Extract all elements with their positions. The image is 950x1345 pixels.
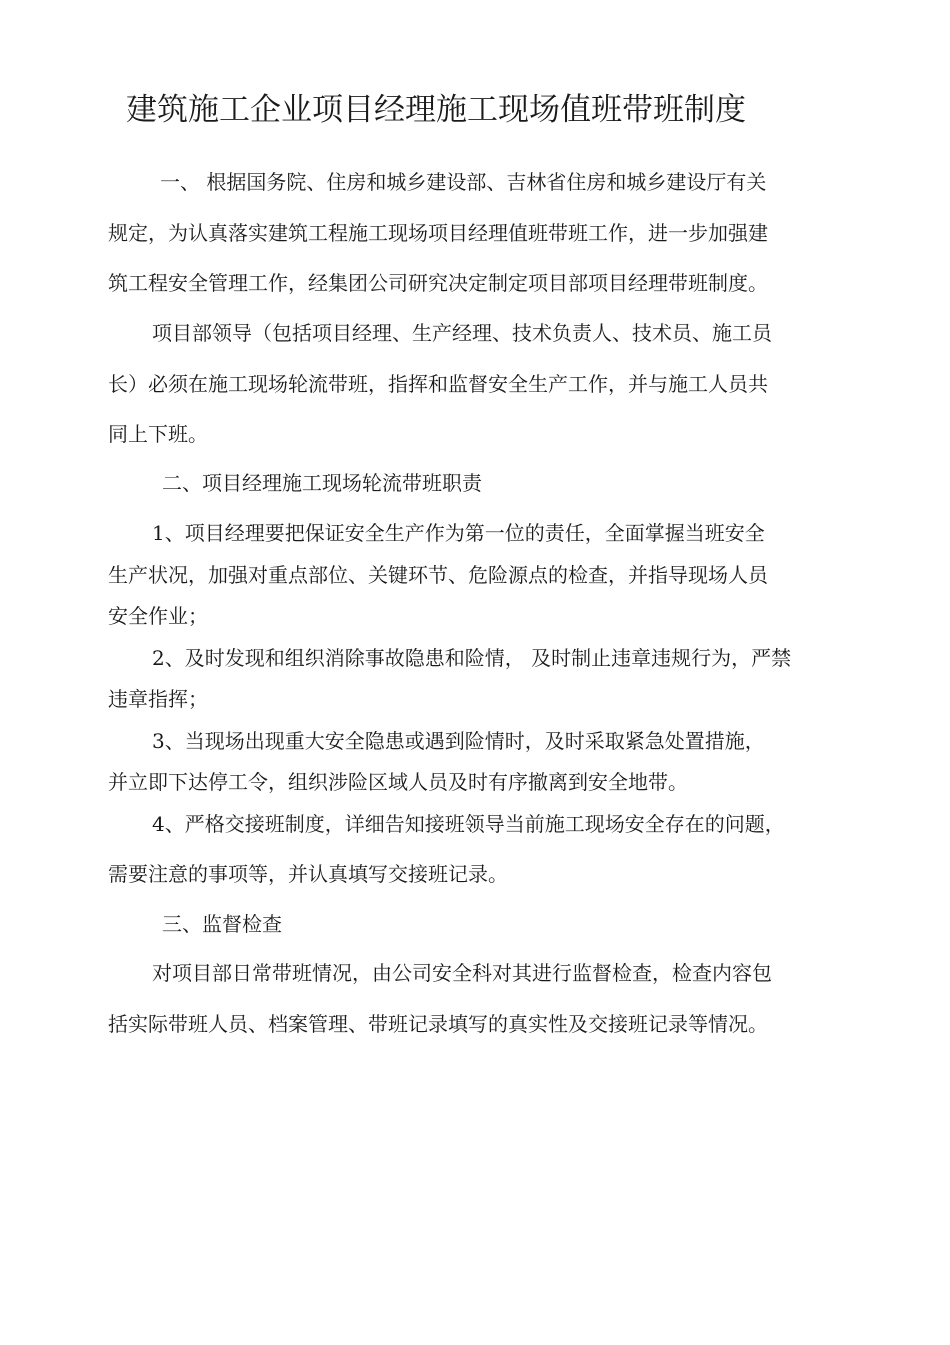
document-title: 建筑施工企业项目经理施工现场值班带班制度 xyxy=(126,92,746,128)
section-heading: 三、监督检查 xyxy=(162,912,282,936)
paragraph-line: 括实际带班人员、档案管理、带班记录填写的真实性及交接班记录等情况。 xyxy=(108,1012,768,1036)
paragraph-line: 4、严格交接班制度，详细告知接班领导当前施工现场安全存在的问题， xyxy=(152,812,785,836)
paragraph-line: 筑工程安全管理工作，经集团公司研究决定制定项目部项目经理带班制度。 xyxy=(108,271,768,295)
paragraph-line: 安全作业； xyxy=(108,604,208,628)
paragraph-line: 需要注意的事项等，并认真填写交接班记录。 xyxy=(108,862,508,886)
paragraph-line: 1、项目经理要把保证安全生产作为第一位的责任，全面掌握当班安全 xyxy=(152,521,765,545)
paragraph-line: 长）必须在施工现场轮流带班，指挥和监督安全生产工作，并与施工人员共 xyxy=(108,372,768,396)
paragraph-line: 同上下班。 xyxy=(108,422,208,446)
section-heading: 二、项目经理施工现场轮流带班职责 xyxy=(162,471,482,495)
paragraph-line: 项目部领导（包括项目经理、生产经理、技术负责人、技术员、施工员 xyxy=(152,321,772,345)
paragraph-line: 规定，为认真落实建筑工程施工现场项目经理值班带班工作，进一步加强建 xyxy=(108,221,768,245)
paragraph-line: 对项目部日常带班情况，由公司安全科对其进行监督检查，检查内容包 xyxy=(152,961,772,985)
paragraph-line: 违章指挥； xyxy=(108,687,208,711)
paragraph-line: 2、及时发现和组织消除事故隐患和险情， 及时制止违章违规行为，严禁 xyxy=(152,646,792,670)
paragraph-line: 并立即下达停工令，组织涉险区域人员及时有序撤离到安全地带。 xyxy=(108,770,688,794)
paragraph-line: 生产状况，加强对重点部位、关键环节、危险源点的检查，并指导现场人员 xyxy=(108,563,768,587)
paragraph-line: 一、 根据国务院、住房和城乡建设部、吉林省住房和城乡建设厅有关 xyxy=(160,170,767,194)
paragraph-line: 3、当现场出现重大安全隐患或遇到险情时，及时采取紧急处置措施， xyxy=(152,729,765,753)
